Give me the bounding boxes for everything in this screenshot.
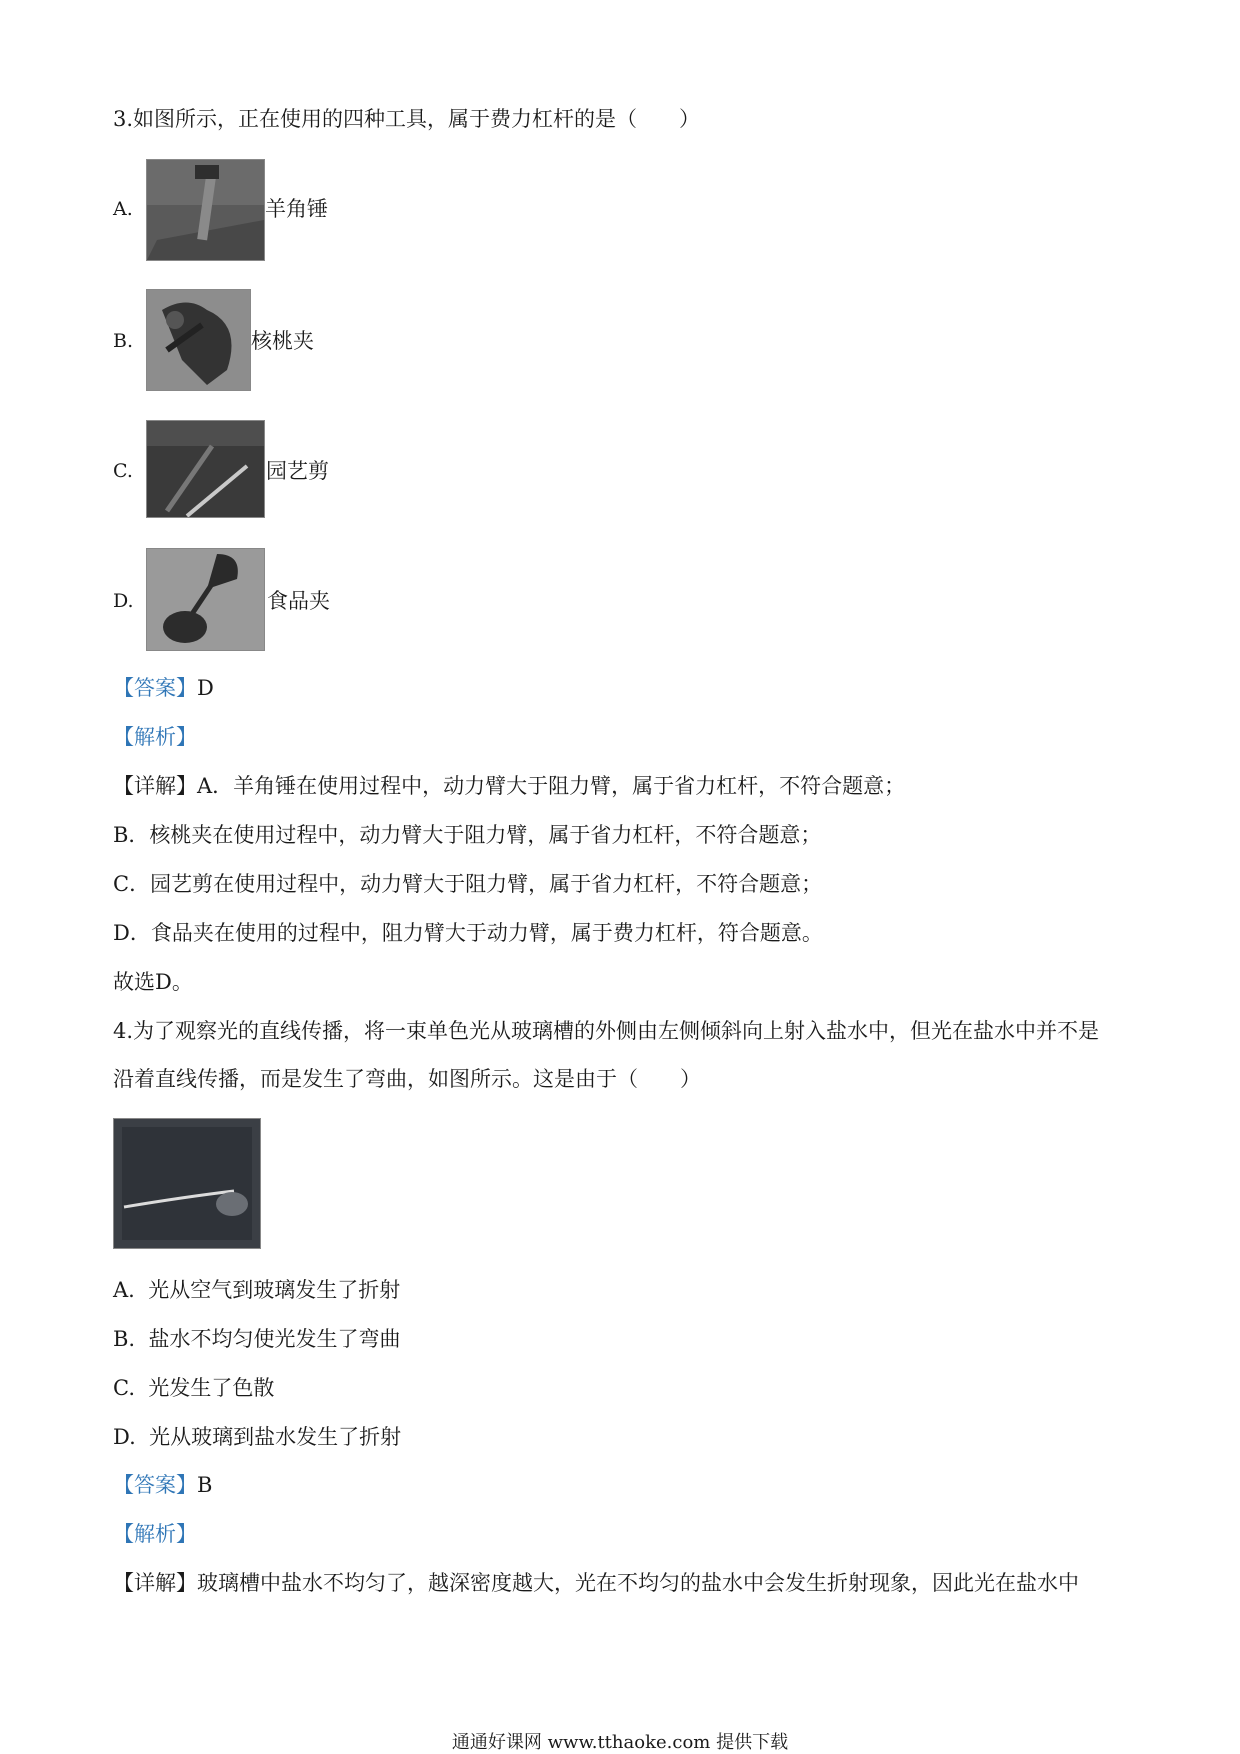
q3-option-b-letter: B. [113,330,134,352]
q4-stem-line-1: 4.为了观察光的直线传播，将一束单色光从玻璃槽的外侧由左侧倾斜向上射入盐水中，但光在盐水中并不是 [113,1019,1100,1043]
q3-stem: 3.如图所示，正在使用的四种工具，属于费力杠杆的是（ ） [113,107,701,131]
q3-detail-line-1 [113,771,905,801]
q4-detail-text: 玻璃槽中盐水不均匀了，越深密度越大，光在不均匀的盐水中会发生折射现象，因此光在盐水中 [197,1571,1079,1595]
q3-option-d-letter: D. [113,590,134,612]
q4-option-d-letter: D. [113,1425,136,1449]
nutcracker-photo [146,289,251,391]
q4-option-b [113,1324,400,1354]
q3-option-c-label: 园艺剪 [266,459,329,483]
food-tongs-photo [146,548,265,651]
q3-detail-text-1: A．羊角锤在使用过程中，动力臂大于阻力臂，属于省力杠杆，不符合题意； [197,774,906,798]
q4-analysis-tag: 【解析】 [113,1522,197,1546]
q3-option-d-label: 食品夹 [267,589,330,613]
q3-option-a-label: 羊角锤 [265,197,328,221]
q3-option-b-label: 核桃夹 [251,329,314,353]
garden-shears-photo [146,420,265,518]
claw-hammer-photo [146,159,265,261]
q3-option-c-letter: C. [113,460,133,482]
q4-answer-tag: 【答案】 [113,1473,197,1497]
q3-detail-line-4: D．食品夹在使用的过程中，阻力臂大于动力臂，属于费力杠杆，符合题意。 [113,921,823,945]
q3-answer: D [197,676,214,700]
q3-answer-tag: 【答案】 [113,676,197,700]
q3-detail-tag: 【详解】 [113,774,197,798]
q4-option-a-label: 光从空气到玻璃发生了折射 [148,1278,401,1302]
page-footer: 通通好课网 www.tthaoke.com 提供下载 [451,1732,789,1753]
q4-answer-line [113,1470,212,1500]
q4-option-c [113,1373,274,1403]
q4-answer: B [197,1473,213,1497]
q4-option-a [113,1275,400,1305]
q3-detail-line-2: B．核桃夹在使用过程中，动力臂大于阻力臂，属于省力杠杆，不符合题意； [113,823,822,847]
q4-option-a-letter: A. [113,1278,135,1302]
q4-detail-tag: 【详解】 [113,1571,197,1595]
q3-conclusion: 故选D。 [113,970,193,994]
q3-answer-line [113,673,214,703]
q4-option-c-label: 光发生了色散 [148,1376,275,1400]
q4-stem-line-2: 沿着直线传播，而是发生了弯曲，如图所示。这是由于（ ） [113,1067,701,1091]
q3-analysis-tag: 【解析】 [113,725,197,749]
q4-analysis-line [113,1519,197,1549]
q4-option-b-label: 盐水不均匀使光发生了弯曲 [148,1327,401,1351]
q4-option-d-label: 光从玻璃到盐水发生了折射 [149,1425,402,1449]
q4-detail-line [113,1568,1079,1598]
q4-option-c-letter: C. [113,1376,135,1400]
q4-option-b-letter: B. [113,1327,136,1351]
q3-detail-line-3: C．园艺剪在使用过程中，动力臂大于阻力臂，属于省力杠杆，不符合题意； [113,872,823,896]
q3-analysis-line [113,722,197,752]
q4-option-d [113,1422,401,1452]
q3-option-a-letter: A. [113,198,133,220]
light-refraction-photo [113,1118,261,1249]
